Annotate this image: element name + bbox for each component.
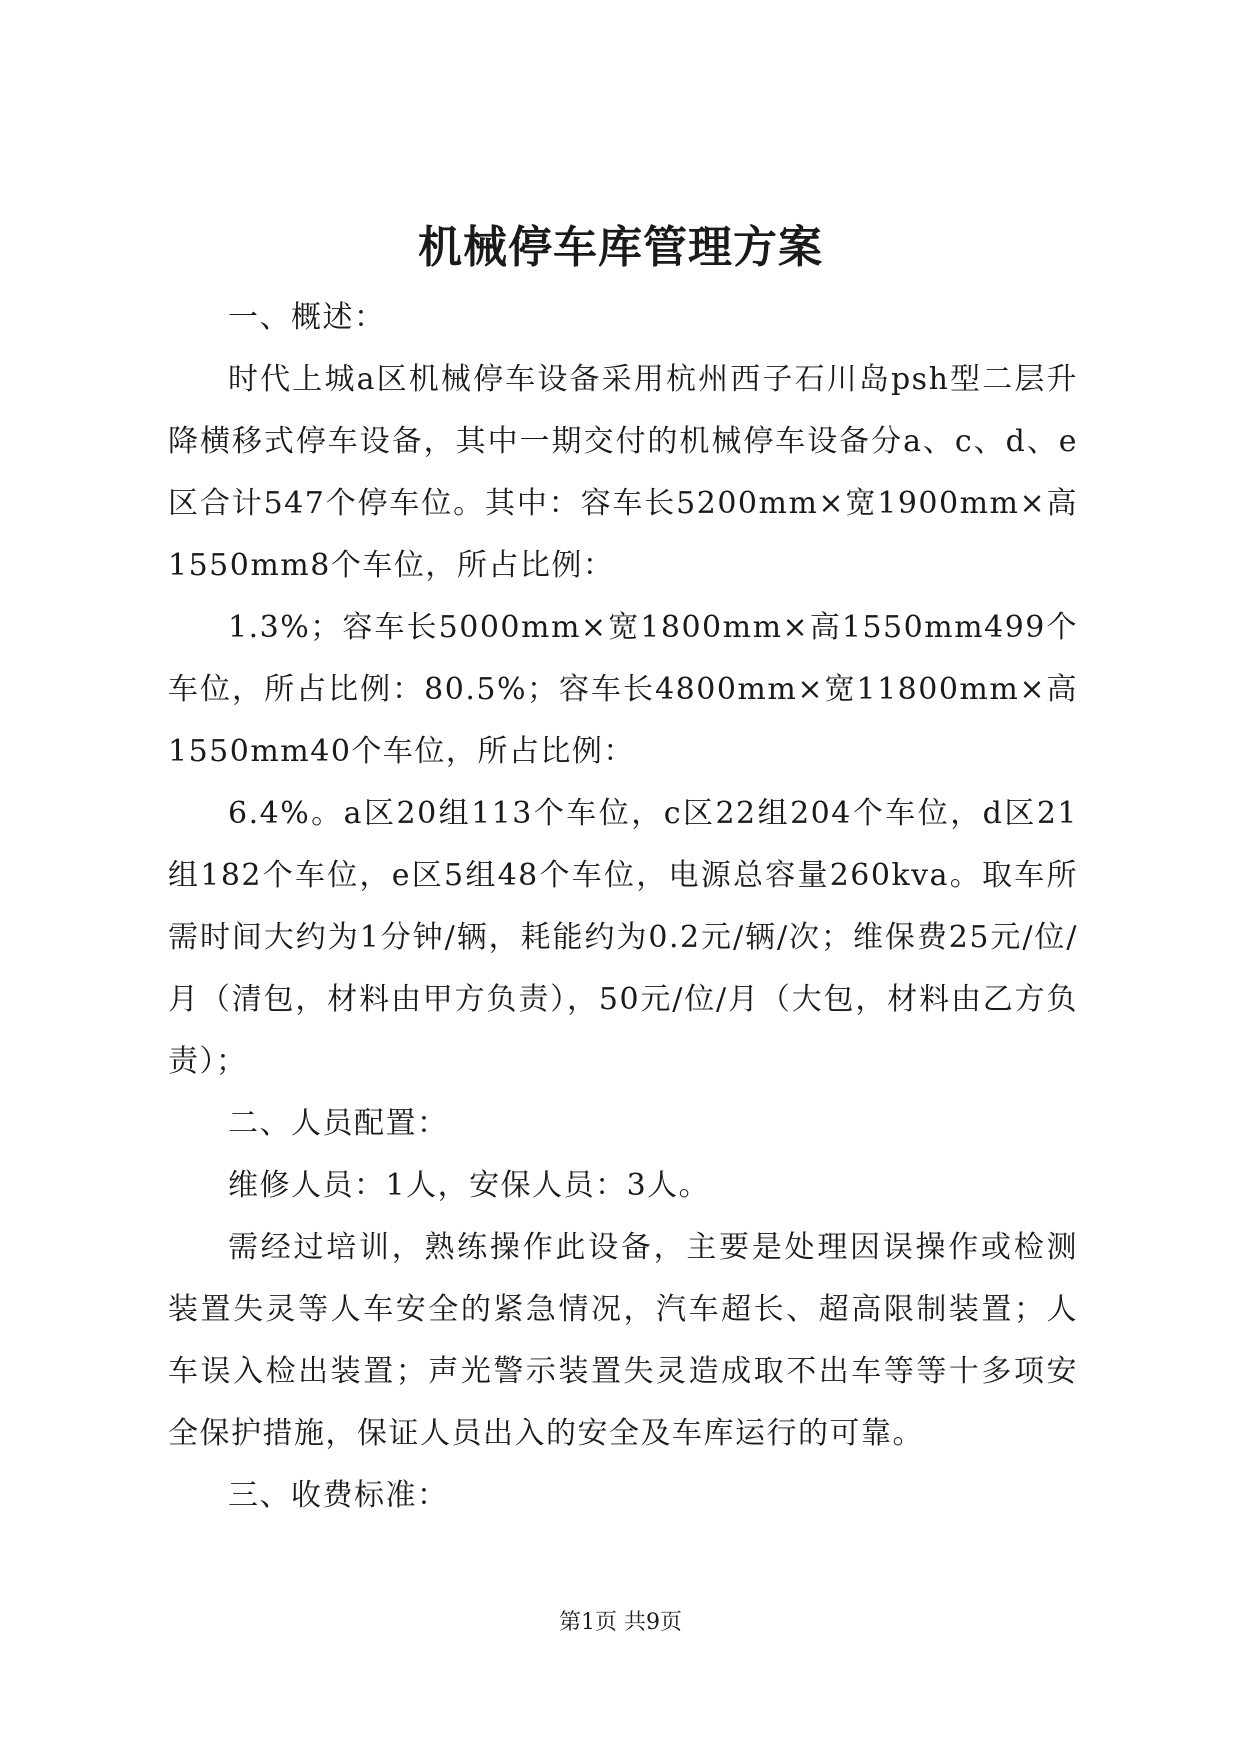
paragraph-training-safety: 需经过培训，熟练操作此设备，主要是处理因误操作或检测装置失灵等人车安全的紧急情况，汽车超长、超高限制装置；人车误入检出装置；声光警示装置失灵造成取不出车等等十多项安全保护措施，保证人员出入的安全及车库运行的可靠。 [168, 1230, 1078, 1451]
section-heading-overview: 一、概述： [228, 300, 386, 335]
paragraph-zone-details: 6.4%。a区20组113个车位，c区22组204个车位，d区21组182个车位，e区5组48个车位，电源总容量260kva。取车所需时间大约为1分钟/辆，耗能约为0.2元/辆/次；维保费25元/位/月（清包，材料由甲方负责），50元/位/月（大包，材料由乙方负责）； [168, 796, 1078, 1079]
page-title: 机械停车库管理方案 [418, 222, 823, 273]
paragraph-equipment-description: 时代上城a区机械停车设备采用杭州西子石川岛psh型二层升降横移式停车设备，其中一期交付的机械停车设备分a、c、d、e区合计547个停车位。其中：容车长5200mm×宽1900mm×高1550mm8个车位，所占比例： [168, 362, 1078, 583]
document-body [168, 287, 1078, 1527]
section-heading-staffing: 二、人员配置： [228, 1106, 449, 1141]
page-footer: 第1页 共9页 [559, 1610, 682, 1635]
section-heading-fees: 三、收费标准： [228, 1478, 449, 1513]
paragraph-space-ratios: 1.3%；容车长5000mm×宽1800mm×高1550mm499个车位，所占比例：80.5%；容车长4800mm×宽11800mm×高1550mm40个车位，所占比例： [168, 610, 1078, 769]
paragraph-staff-count: 维修人员：1人，安保人员：3人。 [228, 1168, 711, 1203]
